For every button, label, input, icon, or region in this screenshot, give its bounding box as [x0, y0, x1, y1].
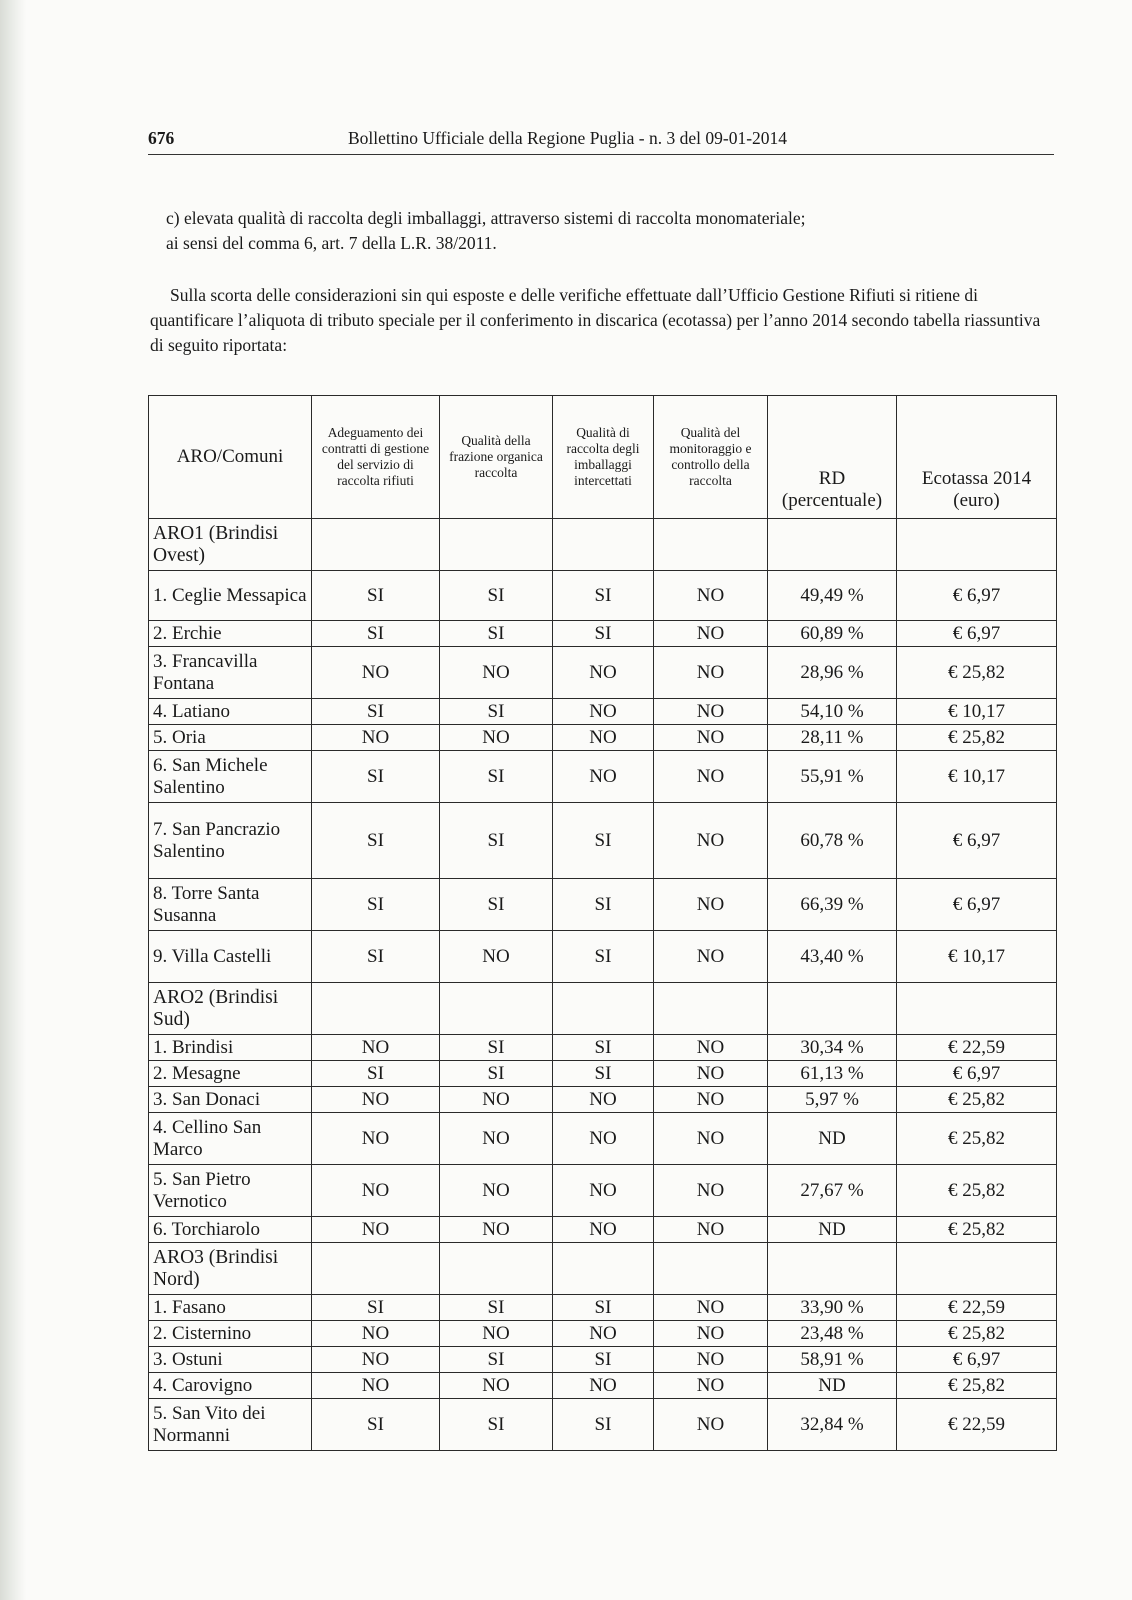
col-ecotassa-cell: € 10,17 [897, 931, 1057, 983]
col-imballaggi-cell: NO [553, 699, 654, 725]
col-monitoraggio-cell: NO [654, 699, 768, 725]
col-adeguamento-cell: SI [312, 931, 440, 983]
col-monitoraggio-cell: NO [654, 879, 768, 931]
scan-edge [0, 0, 26, 1600]
col-rd-cell: ND [768, 1113, 897, 1165]
col-frazione-cell: SI [440, 1061, 553, 1087]
table-body [149, 519, 1057, 1451]
col-rd-cell: ND [768, 1373, 897, 1399]
col-imballaggi-cell: NO [553, 1113, 654, 1165]
col-ecotassa-cell: € 22,59 [897, 1295, 1057, 1321]
col-frazione-cell: SI [440, 621, 553, 647]
col-frazione-cell: NO [440, 931, 553, 983]
col-imballaggi-cell: NO [553, 647, 654, 699]
col-monitoraggio-cell: NO [654, 1347, 768, 1373]
col-rd-cell [768, 1243, 897, 1295]
col-ecotassa-cell [897, 1243, 1057, 1295]
comune-name: 3. Francavilla Fontana [149, 647, 312, 699]
table-row [149, 621, 1057, 647]
col-monitoraggio-cell: NO [654, 803, 768, 879]
col-imballaggi-cell: NO [553, 1217, 654, 1243]
col-adeguamento-cell: NO [312, 1087, 440, 1113]
col-monitoraggio-cell [654, 983, 768, 1035]
comune-name: 6. Torchiarolo [149, 1217, 312, 1243]
table-row [149, 1295, 1057, 1321]
col-frazione-cell [440, 983, 553, 1035]
table-row [149, 1035, 1057, 1061]
col-imballaggi-cell: SI [553, 931, 654, 983]
comune-name: 2. Mesagne [149, 1061, 312, 1087]
col-rd-cell: 28,11 % [768, 725, 897, 751]
col-imballaggi-cell: SI [553, 879, 654, 931]
col-monitoraggio-cell: NO [654, 571, 768, 621]
col-ecotassa-cell: € 25,82 [897, 1087, 1057, 1113]
col-frazione-cell: SI [440, 1295, 553, 1321]
col-rd-cell: 58,91 % [768, 1347, 897, 1373]
col-frazione-cell: SI [440, 571, 553, 621]
col-adeguamento-cell: NO [312, 647, 440, 699]
col-ecotassa-cell: € 6,97 [897, 1061, 1057, 1087]
col-frazione-cell: SI [440, 751, 553, 803]
col-ecotassa-cell: € 25,82 [897, 1321, 1057, 1347]
table-row [149, 1347, 1057, 1373]
col-adeguamento-cell: SI [312, 699, 440, 725]
ecotassa-table [148, 395, 1057, 1451]
col-rd-cell: 27,67 % [768, 1165, 897, 1217]
item-c-line1: c) elevata qualità di raccolta degli imballaggi, attraverso sistemi di raccolta monomateriale; [166, 208, 806, 228]
col-rd-cell: 32,84 % [768, 1399, 897, 1451]
table-row [149, 647, 1057, 699]
col-frazione-cell: NO [440, 1087, 553, 1113]
col-ecotassa-cell: € 25,82 [897, 725, 1057, 751]
table-group-row [149, 1243, 1057, 1295]
table-row [149, 699, 1057, 725]
col-adeguamento-cell [312, 1243, 440, 1295]
table-row [149, 879, 1057, 931]
col-ecotassa-cell: € 6,97 [897, 621, 1057, 647]
page-number: 676 [148, 128, 175, 148]
col-imballaggi-cell: NO [553, 751, 654, 803]
aro-group-name: ARO2 (Brindisi Sud) [149, 983, 312, 1035]
col-monitoraggio-cell: NO [654, 1399, 768, 1451]
comune-name: 2. Cisternino [149, 1321, 312, 1347]
header-rd-line2: (percentuale) [781, 490, 883, 511]
col-rd-cell: 61,13 % [768, 1061, 897, 1087]
col-adeguamento-cell: NO [312, 1035, 440, 1061]
running-head [148, 126, 1054, 155]
col-frazione-cell [440, 1243, 553, 1295]
item-c-line2: ai sensi del comma 6, art. 7 della L.R. 38/2011. [166, 233, 497, 253]
col-imballaggi-cell [553, 519, 654, 571]
col-adeguamento-cell [312, 519, 440, 571]
comune-name: 7. San Pancrazio Salentino [149, 803, 312, 879]
col-imballaggi-cell: SI [553, 1399, 654, 1451]
col-adeguamento-cell: SI [312, 621, 440, 647]
col-adeguamento-cell: SI [312, 803, 440, 879]
col-rd-cell: 30,34 % [768, 1035, 897, 1061]
comune-name: 1. Ceglie Messapica [149, 571, 312, 621]
col-rd-cell: 33,90 % [768, 1295, 897, 1321]
header-rd-line1: RD [818, 468, 846, 489]
table-row [149, 1165, 1057, 1217]
col-imballaggi-cell: SI [553, 571, 654, 621]
col-rd-cell: 60,89 % [768, 621, 897, 647]
col-imballaggi-cell: NO [553, 1165, 654, 1217]
col-imballaggi-cell: SI [553, 1035, 654, 1061]
header-ecotassa [897, 396, 1057, 519]
col-ecotassa-cell: € 6,97 [897, 571, 1057, 621]
col-imballaggi-cell: SI [553, 803, 654, 879]
header-aro: ARO/Comuni [149, 396, 312, 519]
col-monitoraggio-cell: NO [654, 1373, 768, 1399]
col-rd-cell: 43,40 % [768, 931, 897, 983]
col-monitoraggio-cell: NO [654, 1165, 768, 1217]
table-row [149, 803, 1057, 879]
col-adeguamento-cell: SI [312, 1061, 440, 1087]
col-imballaggi-cell: SI [553, 621, 654, 647]
col-monitoraggio-cell [654, 1243, 768, 1295]
aro-group-name: ARO1 (Brindisi Ovest) [149, 519, 312, 571]
col-adeguamento-cell [312, 983, 440, 1035]
col-ecotassa-cell: € 22,59 [897, 1035, 1057, 1061]
table-row [149, 1321, 1057, 1347]
col-monitoraggio-cell: NO [654, 1217, 768, 1243]
col-rd-cell [768, 983, 897, 1035]
col-ecotassa-cell: € 10,17 [897, 751, 1057, 803]
col-imballaggi-cell [553, 983, 654, 1035]
header-ecotassa-line1: Ecotassa 2014 [921, 468, 1032, 489]
table-row [149, 1399, 1057, 1451]
col-adeguamento-cell: SI [312, 1295, 440, 1321]
table-header-row [149, 396, 1057, 519]
col-frazione-cell: SI [440, 879, 553, 931]
col-monitoraggio-cell: NO [654, 1087, 768, 1113]
col-imballaggi-cell: SI [553, 1295, 654, 1321]
col-rd-cell: ND [768, 1217, 897, 1243]
col-frazione-cell: NO [440, 725, 553, 751]
col-ecotassa-cell: € 25,82 [897, 647, 1057, 699]
comune-name: 3. San Donaci [149, 1087, 312, 1113]
col-rd-cell: 54,10 % [768, 699, 897, 725]
col-frazione-cell: SI [440, 699, 553, 725]
col-adeguamento-cell: NO [312, 1347, 440, 1373]
col-imballaggi-cell: NO [553, 1373, 654, 1399]
col-frazione-cell: NO [440, 1321, 553, 1347]
table-group-row [149, 519, 1057, 571]
col-frazione-cell: NO [440, 1373, 553, 1399]
col-adeguamento-cell: NO [312, 1217, 440, 1243]
col-monitoraggio-cell: NO [654, 1295, 768, 1321]
col-monitoraggio-cell: NO [654, 725, 768, 751]
col-imballaggi-cell: SI [553, 1061, 654, 1087]
col-adeguamento-cell: NO [312, 1321, 440, 1347]
table-row [149, 751, 1057, 803]
col-ecotassa-cell [897, 519, 1057, 571]
col-adeguamento-cell: SI [312, 1399, 440, 1451]
table-row [149, 1087, 1057, 1113]
col-frazione-cell: SI [440, 1035, 553, 1061]
comune-name: 4. Cellino San Marco [149, 1113, 312, 1165]
col-monitoraggio-cell: NO [654, 1035, 768, 1061]
table-row [149, 725, 1057, 751]
col-adeguamento-cell: SI [312, 571, 440, 621]
comune-name: 5. San Pietro Vernotico [149, 1165, 312, 1217]
intro-paragraph: Sulla scorta delle considerazioni sin qui esposte e delle verifiche effettuate dall’Ufficio Gestione Rifiuti si ritiene di quantificare l’aliquota di tributo speciale per il conferimento in discarica (ecotassa) per l’anno 2014 secondo tabella riassuntiva di seguito riportata: [150, 285, 1041, 355]
col-ecotassa-cell: € 6,97 [897, 1347, 1057, 1373]
col-ecotassa-cell: € 6,97 [897, 879, 1057, 931]
header-ecotassa-line2: (euro) [953, 490, 1000, 511]
col-monitoraggio-cell: NO [654, 647, 768, 699]
comune-name: 4. Latiano [149, 699, 312, 725]
aro-group-name: ARO3 (Brindisi Nord) [149, 1243, 312, 1295]
col-adeguamento-cell: SI [312, 751, 440, 803]
col-rd-cell: 28,96 % [768, 647, 897, 699]
col-frazione-cell: NO [440, 647, 553, 699]
col-adeguamento-cell: SI [312, 879, 440, 931]
col-ecotassa-cell [897, 983, 1057, 1035]
col-frazione-cell [440, 519, 553, 571]
header-rd [768, 396, 897, 519]
comune-name: 3. Ostuni [149, 1347, 312, 1373]
col-ecotassa-cell: € 25,82 [897, 1217, 1057, 1243]
table-row [149, 1113, 1057, 1165]
col-adeguamento-cell: NO [312, 1373, 440, 1399]
table-row [149, 1217, 1057, 1243]
col-adeguamento-cell: NO [312, 1165, 440, 1217]
table-row [149, 571, 1057, 621]
col-ecotassa-cell: € 6,97 [897, 803, 1057, 879]
col-monitoraggio-cell: NO [654, 621, 768, 647]
header-imballaggi: Qualità di raccolta degli imballaggi intercettati [553, 396, 654, 519]
col-frazione-cell: NO [440, 1217, 553, 1243]
table-group-row [149, 983, 1057, 1035]
comune-name: 1. Brindisi [149, 1035, 312, 1061]
col-imballaggi-cell [553, 1243, 654, 1295]
col-imballaggi-cell: SI [553, 1347, 654, 1373]
col-ecotassa-cell: € 22,59 [897, 1399, 1057, 1451]
table-row [149, 1061, 1057, 1087]
col-rd-cell: 23,48 % [768, 1321, 897, 1347]
col-rd-cell: 60,78 % [768, 803, 897, 879]
col-monitoraggio-cell: NO [654, 1113, 768, 1165]
col-rd-cell: 66,39 % [768, 879, 897, 931]
col-adeguamento-cell: NO [312, 1113, 440, 1165]
comune-name: 5. San Vito dei Normanni [149, 1399, 312, 1451]
table-row [149, 931, 1057, 983]
col-adeguamento-cell: NO [312, 725, 440, 751]
comune-name: 9. Villa Castelli [149, 931, 312, 983]
comune-name: 8. Torre Santa Susanna [149, 879, 312, 931]
col-imballaggi-cell: NO [553, 1087, 654, 1113]
col-ecotassa-cell: € 10,17 [897, 699, 1057, 725]
comune-name: 5. Oria [149, 725, 312, 751]
comune-name: 2. Erchie [149, 621, 312, 647]
col-monitoraggio-cell: NO [654, 1061, 768, 1087]
col-frazione-cell: NO [440, 1113, 553, 1165]
col-frazione-cell: SI [440, 1347, 553, 1373]
col-rd-cell: 55,91 % [768, 751, 897, 803]
col-frazione-cell: NO [440, 1165, 553, 1217]
header-adeguamento: Adeguamento dei contratti di gestione del servizio di raccolta rifiuti [312, 396, 440, 519]
item-c [150, 206, 1054, 256]
col-ecotassa-cell: € 25,82 [897, 1373, 1057, 1399]
col-imballaggi-cell: NO [553, 1321, 654, 1347]
header-monitoraggio: Qualità del monitoraggio e controllo della raccolta [654, 396, 768, 519]
col-ecotassa-cell: € 25,82 [897, 1113, 1057, 1165]
header-frazione: Qualità della frazione organica raccolta [440, 396, 553, 519]
col-imballaggi-cell: NO [553, 725, 654, 751]
col-frazione-cell: SI [440, 803, 553, 879]
col-rd-cell: 49,49 % [768, 571, 897, 621]
col-frazione-cell: SI [440, 1399, 553, 1451]
col-monitoraggio-cell: NO [654, 931, 768, 983]
journal-title: Bollettino Ufficiale della Regione Puglia - n. 3 del 09-01-2014 [348, 128, 788, 148]
comune-name: 6. San Michele Salentino [149, 751, 312, 803]
col-ecotassa-cell: € 25,82 [897, 1165, 1057, 1217]
table-row [149, 1373, 1057, 1399]
comune-name: 1. Fasano [149, 1295, 312, 1321]
col-monitoraggio-cell: NO [654, 1321, 768, 1347]
col-monitoraggio-cell: NO [654, 751, 768, 803]
comune-name: 4. Carovigno [149, 1373, 312, 1399]
col-rd-cell: 5,97 % [768, 1087, 897, 1113]
col-monitoraggio-cell [654, 519, 768, 571]
col-rd-cell [768, 519, 897, 571]
